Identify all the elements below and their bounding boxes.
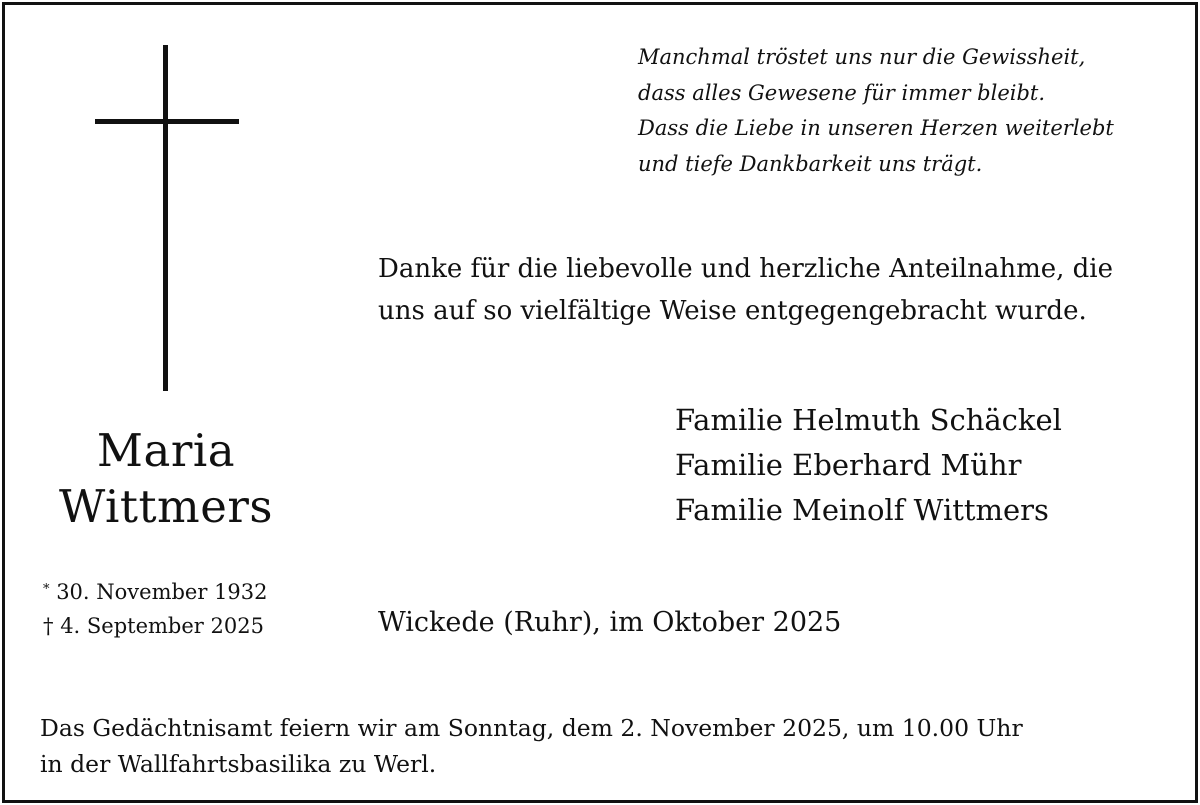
thanks-message: [378, 248, 1113, 332]
birth-date: 30. November 1932: [56, 580, 268, 604]
notice-line: Das Gedächtnisamt feiern wir am Sonntag, dem 2. November 2025, um 10.00 Uhr: [40, 714, 1023, 742]
memorial-quote: [638, 40, 1114, 182]
family-name: Familie Meinolf Wittmers: [675, 493, 1049, 527]
death-date: 4. September 2025: [60, 614, 264, 638]
death-date-row: [43, 609, 268, 643]
life-dates: [43, 573, 268, 643]
notice-line: in der Wallfahrtsbasilika zu Werl.: [40, 750, 437, 778]
death-symbol: †: [43, 614, 54, 638]
birth-date-row: [43, 573, 268, 609]
quote-line: und tiefe Dankbarkeit uns trägt.: [638, 151, 983, 176]
announcement-frame: [2, 2, 1198, 803]
cross-vertical-bar: [163, 45, 168, 391]
memorial-mass-notice: [40, 710, 1023, 782]
family-name: Familie Eberhard Mühr: [675, 448, 1022, 482]
cross-icon: [95, 45, 239, 391]
birth-symbol: *: [43, 582, 50, 597]
quote-line: Manchmal tröstet uns nur die Gewissheit,: [638, 45, 1086, 69]
deceased-first-name: Maria: [96, 424, 236, 477]
family-signatures: [675, 398, 1062, 533]
place-and-date: Wickede (Ruhr), im Oktober 2025: [378, 607, 842, 638]
deceased-last-name: Wittmers: [59, 480, 273, 533]
quote-line: dass alles Gewesene für immer bleibt.: [638, 80, 1046, 105]
thanks-line: Danke für die liebevolle und herzliche Anteilnahme, die: [378, 254, 1113, 284]
cross-horizontal-bar: [95, 119, 239, 124]
family-name: Familie Helmuth Schäckel: [675, 403, 1062, 437]
thanks-line: uns auf so vielfältige Weise entgegengebracht wurde.: [378, 296, 1087, 326]
deceased-name: [25, 423, 307, 535]
quote-line: Dass die Liebe in unseren Herzen weiterlebt: [638, 116, 1114, 140]
